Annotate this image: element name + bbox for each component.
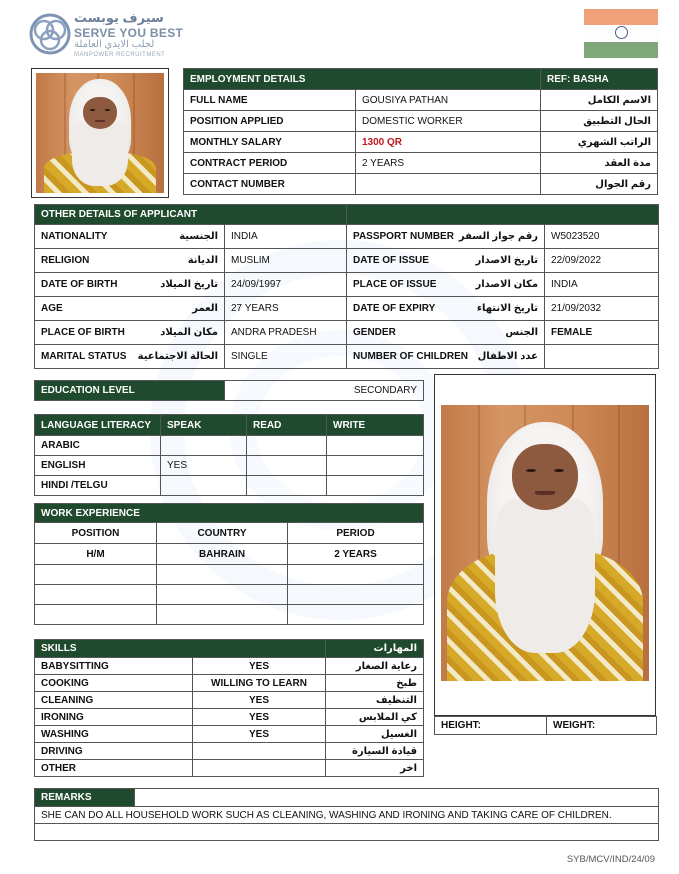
age-value: 27 YEARS — [225, 297, 347, 321]
skill-name: COOKING — [35, 675, 193, 692]
skill-name: WASHING — [35, 726, 193, 743]
table-row — [35, 658, 424, 675]
date-of-issue-value: 22/09/2022 — [545, 249, 659, 273]
age-arabic: العمر — [192, 303, 218, 314]
remarks-header: REMARKS — [35, 789, 135, 807]
skill-name: DRIVING — [35, 743, 193, 760]
table-row — [35, 709, 424, 726]
logo-arabic-name: سيرف يوبست — [74, 10, 164, 25]
position-applied-value: DOMESTIC WORKER — [356, 111, 541, 132]
age-label: AGE — [41, 303, 63, 314]
skills-header: SKILLS — [35, 640, 326, 658]
skill-value: WILLING TO LEARN — [193, 675, 326, 692]
work-country — [157, 605, 288, 625]
passport-number-value: W5023520 — [545, 225, 659, 249]
gender-arabic: الجنس — [505, 327, 539, 338]
skill-arabic: رعاية الصغار — [326, 658, 424, 675]
education-table — [34, 380, 424, 401]
number-of-children-arabic: عدد الاطفال — [477, 351, 539, 362]
language-write — [327, 456, 424, 476]
language-write — [327, 476, 424, 496]
language-row — [35, 456, 424, 476]
language-speak — [161, 476, 247, 496]
work-country — [157, 565, 288, 585]
position-applied-label: POSITION APPLIED — [184, 111, 356, 132]
work-position — [35, 605, 157, 625]
language-speak — [161, 436, 247, 456]
marital-status-value: SINGLE — [225, 345, 347, 369]
monthly-salary-value: 1300 QR — [356, 132, 541, 153]
table-row — [35, 675, 424, 692]
place-of-issue-value: INDIA — [545, 273, 659, 297]
nationality-value: INDIA — [225, 225, 347, 249]
language-name: HINDI /TELGU — [35, 476, 161, 496]
work-period: 2 YEARS — [288, 544, 424, 565]
skill-arabic: طبخ — [326, 675, 424, 692]
employment-header: EMPLOYMENT DETAILS — [184, 69, 541, 90]
logo-english-name: SERVE YOU BEST — [74, 26, 184, 40]
date-of-birth-label: DATE OF BIRTH — [41, 279, 118, 290]
period-column-header: PERIOD — [288, 523, 424, 544]
marital-status-label: MARITAL STATUS — [41, 351, 127, 362]
company-logo — [28, 10, 188, 62]
skill-value: YES — [193, 692, 326, 709]
language-row — [35, 476, 424, 496]
table-row — [35, 585, 424, 605]
remarks-table — [34, 788, 659, 841]
religion-value: MUSLIM — [225, 249, 347, 273]
employment-details-table — [183, 68, 658, 195]
language-read — [247, 436, 327, 456]
skill-name: IRONING — [35, 709, 193, 726]
applicant-photo-small — [31, 68, 169, 198]
contact-number-arabic: رقم الجوال — [541, 174, 658, 195]
skill-arabic: التنظيف — [326, 692, 424, 709]
passport-number-arabic: رقم جواز السفر — [458, 231, 539, 242]
language-literacy-header: LANGUAGE LITERACY — [35, 415, 161, 436]
other-details-header: OTHER DETAILS OF APPLICANT — [35, 205, 347, 225]
contact-number-value — [356, 174, 541, 195]
table-row — [35, 544, 424, 565]
measurements-table — [434, 716, 657, 735]
skill-arabic: قيادة السيارة — [326, 743, 424, 760]
work-country: BAHRAIN — [157, 544, 288, 565]
speak-header: SPEAK — [161, 415, 247, 436]
place-of-birth-arabic: مكان الميلاد — [160, 327, 218, 338]
table-row — [35, 760, 424, 777]
logo-arabic-tagline: لجلب الايدي العاملة — [74, 39, 155, 50]
other-details-table — [34, 204, 659, 369]
number-of-children-value — [545, 345, 659, 369]
work-country — [157, 585, 288, 605]
skill-value — [193, 743, 326, 760]
nationality-label: NATIONALITY — [41, 231, 108, 242]
work-experience-header: WORK EXPERIENCE — [35, 504, 424, 523]
work-position: H/M — [35, 544, 157, 565]
document-code: SYB/MCV/IND/24/09 — [566, 854, 655, 865]
date-of-issue-arabic: تاريخ الاصدار — [475, 255, 539, 266]
language-name: ENGLISH — [35, 456, 161, 476]
place-of-issue-arabic: مكان الاصدار — [475, 279, 539, 290]
table-row — [35, 743, 424, 760]
date-of-issue-label: DATE OF ISSUE — [353, 255, 429, 266]
remarks-text: SHE CAN DO ALL HOUSEHOLD WORK SUCH AS CLEANING, WASHING AND IRONING AND TAKING CARE OF CHILDREN. — [35, 807, 659, 824]
language-write — [327, 436, 424, 456]
date-of-expiry-label: DATE OF EXPIRY — [353, 303, 436, 314]
position-column-header: POSITION — [35, 523, 157, 544]
logo-subtitle: MANPOWER RECRUITMENT — [74, 52, 166, 58]
contact-number-label: CONTACT NUMBER — [184, 174, 356, 195]
skill-value: YES — [193, 726, 326, 743]
date-of-expiry-value: 21/09/2032 — [545, 297, 659, 321]
language-name: ARABIC — [35, 436, 161, 456]
skill-value: YES — [193, 658, 326, 675]
language-literacy-table — [34, 414, 424, 496]
passport-number-label: PASSPORT NUMBER — [353, 231, 454, 242]
contract-period-value: 2 YEARS — [356, 153, 541, 174]
position-applied-arabic: الحال التطبيق — [541, 111, 658, 132]
full-name-value: GOUSIYA PATHAN — [356, 90, 541, 111]
full-name-arabic: الاسم الكامل — [541, 90, 658, 111]
religion-label: RELIGION — [41, 255, 90, 266]
work-position — [35, 585, 157, 605]
skill-arabic: الغسيل — [326, 726, 424, 743]
nationality-arabic: الجنسية — [179, 231, 218, 242]
skill-name: BABYSITTING — [35, 658, 193, 675]
place-of-birth-label: PLACE OF BIRTH — [41, 327, 125, 338]
skill-value: YES — [193, 709, 326, 726]
monthly-salary-arabic: الراتب الشهري — [541, 132, 658, 153]
weight-label: WEIGHT: — [547, 717, 657, 735]
work-position — [35, 565, 157, 585]
table-row — [35, 692, 424, 709]
table-row — [35, 726, 424, 743]
india-flag-icon — [584, 9, 658, 58]
gender-value: FEMALE — [545, 321, 659, 345]
gender-label: GENDER — [353, 327, 396, 338]
chakra-icon — [615, 26, 628, 39]
write-header: WRITE — [327, 415, 424, 436]
education-level-value: SECONDARY — [225, 381, 424, 401]
read-header: READ — [247, 415, 327, 436]
reference: REF: BASHA — [541, 69, 658, 90]
language-read — [247, 456, 327, 476]
skill-name: OTHER — [35, 760, 193, 777]
work-period — [288, 585, 424, 605]
language-speak: YES — [161, 456, 247, 476]
monthly-salary-label: MONTHLY SALARY — [184, 132, 356, 153]
date-of-birth-value: 24/09/1997 — [225, 273, 347, 297]
number-of-children-label: NUMBER OF CHILDREN — [353, 351, 469, 362]
language-read — [247, 476, 327, 496]
full-name-label: FULL NAME — [184, 90, 356, 111]
country-column-header: COUNTRY — [157, 523, 288, 544]
contract-period-label: CONTRACT PERIOD — [184, 153, 356, 174]
skill-arabic: اخر — [326, 760, 424, 777]
work-period — [288, 565, 424, 585]
height-label: HEIGHT: — [435, 717, 547, 735]
skill-arabic: كي الملابس — [326, 709, 424, 726]
place-of-birth-value: ANDRA PRADESH — [225, 321, 347, 345]
date-of-birth-arabic: تاريخ الميلاد — [160, 279, 218, 290]
interlocking-rings-logo-icon — [28, 12, 72, 56]
place-of-issue-label: PLACE OF ISSUE — [353, 279, 437, 290]
table-row — [35, 605, 424, 625]
skill-name: CLEANING — [35, 692, 193, 709]
religion-arabic: الديانة — [187, 255, 218, 266]
language-row — [35, 436, 424, 456]
skill-value — [193, 760, 326, 777]
date-of-expiry-arabic: تاريخ الانتهاء — [476, 303, 539, 314]
skills-header-arabic: المهارات — [326, 640, 424, 658]
work-experience-table — [34, 503, 424, 625]
work-period — [288, 605, 424, 625]
skills-table — [34, 639, 424, 777]
contract-period-arabic: مدة العقد — [541, 153, 658, 174]
education-level-label: EDUCATION LEVEL — [35, 381, 225, 401]
table-row — [35, 565, 424, 585]
marital-status-arabic: الحالة الاجتماعية — [137, 351, 218, 362]
applicant-photo-large — [434, 374, 656, 716]
